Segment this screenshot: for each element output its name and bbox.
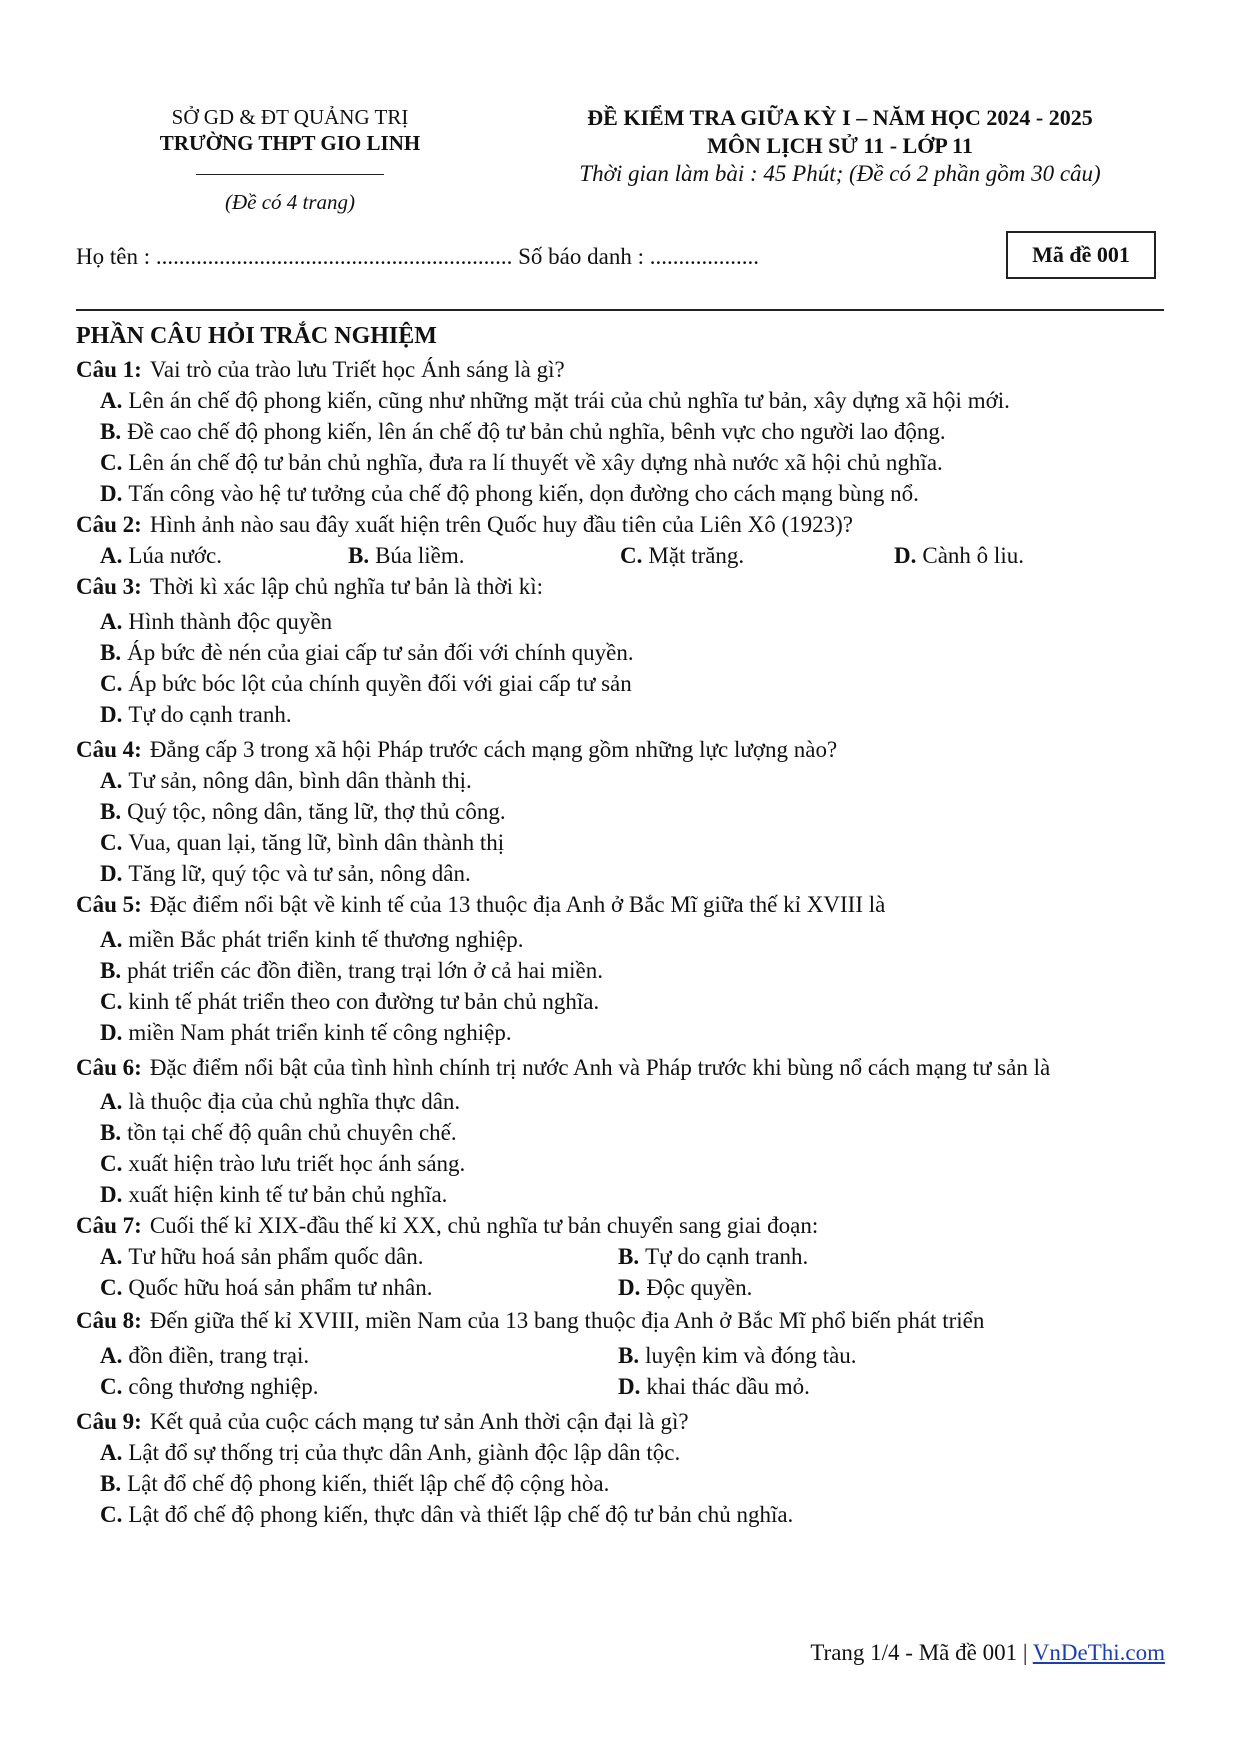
option-text: Tự do cạnh tranh. <box>645 1244 809 1269</box>
option-a[interactable] <box>76 606 1166 637</box>
option-c[interactable] <box>76 1148 1166 1179</box>
question-number: Câu 3: <box>76 574 142 599</box>
option-letter: D. <box>618 1275 641 1300</box>
option-text: kinh tế phát triển theo con đường tư bản chủ nghĩa. <box>128 989 600 1014</box>
option-text: Tấn công vào hệ tư tưởng của chế độ phong kiến, dọn đường cho cách mạng bùng nổ. <box>128 481 919 506</box>
question-1 <box>76 354 1166 385</box>
option-letter: A. <box>100 927 123 952</box>
id-field[interactable]: ................... <box>649 244 759 269</box>
option-a[interactable] <box>76 1086 1166 1117</box>
question-number: Câu 1: <box>76 357 142 382</box>
question-text: Kết quả của cuộc cách mạng tư sản Anh thời cận đại là gì? <box>149 1409 689 1434</box>
question-4 <box>76 734 1166 765</box>
question-6 <box>76 1050 1166 1086</box>
option-letter: D. <box>100 702 123 727</box>
option-letter: C. <box>100 1374 123 1399</box>
option-c[interactable] <box>76 668 1166 699</box>
option-letter: D. <box>894 543 917 568</box>
option-text: công thương nghiệp. <box>128 1374 319 1399</box>
option-text: luyện kim và đóng tàu. <box>645 1343 857 1368</box>
option-a[interactable] <box>76 1437 1166 1468</box>
option-c[interactable] <box>76 827 1166 858</box>
option-letter: C. <box>100 989 123 1014</box>
option-text: Quý tộc, nông dân, tăng lữ, thợ thủ công. <box>127 799 506 824</box>
option-row <box>76 1241 1166 1272</box>
question-number: Câu 5: <box>76 892 142 917</box>
option-letter: A. <box>100 768 123 793</box>
question-text: Hình ảnh nào sau đây xuất hiện trên Quốc huy đầu tiên của Liên Xô (1923)? <box>149 512 854 537</box>
name-field[interactable]: .............................................................. <box>155 244 513 269</box>
question-text: Đặc điểm nổi bật của tình hình chính trị nước Anh và Pháp trước khi bùng nổ cách mạng tư sản là <box>149 1055 1051 1080</box>
option-b[interactable] <box>76 1117 1166 1148</box>
question-text: Vai trò của trào lưu Triết học Ánh sáng là gì? <box>149 357 565 382</box>
option-letter: D. <box>100 1182 123 1207</box>
option-a[interactable] <box>76 924 1166 955</box>
option-letter: B. <box>348 543 370 568</box>
option-text: Lên án chế độ tư bản chủ nghĩa, đưa ra lí thuyết về xây dựng nhà nước xã hội chủ nghĩa. <box>128 450 943 475</box>
exam-header <box>520 104 1160 188</box>
option-letter: D. <box>100 861 123 886</box>
time-note: Thời gian làm bài : 45 Phút; (Đề có 2 phần gồm 30 câu) <box>579 161 1101 186</box>
option-b[interactable] <box>76 955 1166 986</box>
option-c[interactable] <box>620 540 894 571</box>
option-letter: C. <box>100 830 123 855</box>
exam-title: ĐỀ KIỂM TRA GIỮA KỲ I – NĂM HỌC 2024 - 2025 <box>587 105 1093 130</box>
option-text: Đề cao chế độ phong kiến, lên án chế độ tư bản chủ nghĩa, bênh vực cho người lao động. <box>127 419 946 444</box>
option-text: tồn tại chế độ quân chủ chuyên chế. <box>127 1120 457 1145</box>
option-a[interactable] <box>100 1340 618 1371</box>
option-letter: B. <box>100 640 122 665</box>
question-number: Câu 7: <box>76 1213 142 1238</box>
option-b[interactable] <box>76 796 1166 827</box>
option-d[interactable] <box>618 1371 810 1402</box>
option-d[interactable] <box>76 858 1166 889</box>
name-label: Họ tên : <box>76 244 156 269</box>
option-text: đồn điền, trang trại. <box>128 1343 310 1368</box>
option-letter: A. <box>100 1089 123 1114</box>
option-b[interactable] <box>618 1340 857 1371</box>
option-b[interactable] <box>76 637 1166 668</box>
question-number: Câu 8: <box>76 1308 142 1333</box>
exam-content <box>76 318 1166 1530</box>
option-text: Áp bức đè nén của giai cấp tư sản đối với chính quyền. <box>127 640 634 665</box>
option-text: Quốc hữu hoá sản phẩm tư nhân. <box>128 1275 433 1300</box>
option-row <box>76 540 1166 571</box>
option-d[interactable] <box>894 540 1024 571</box>
header-divider <box>196 174 384 175</box>
question-number: Câu 6: <box>76 1055 142 1080</box>
option-text: xuất hiện kinh tế tư bản chủ nghĩa. <box>128 1182 448 1207</box>
question-3 <box>76 571 1166 602</box>
department-name: SỞ GD & ĐT QUẢNG TRỊ <box>171 105 409 129</box>
option-c[interactable] <box>100 1371 618 1402</box>
option-row <box>76 1371 1166 1402</box>
option-letter: B. <box>618 1244 640 1269</box>
option-letter: B. <box>100 799 122 824</box>
section-title: PHẦN CÂU HỎI TRẮC NGHIỆM <box>76 323 437 349</box>
question-text: Cuối thế kỉ XIX-đầu thế kỉ XX, chủ nghĩa tư bản chuyển sang giai đoạn: <box>149 1213 819 1238</box>
option-c[interactable] <box>76 986 1166 1017</box>
header-rule <box>76 309 1164 311</box>
option-d[interactable] <box>76 699 1166 730</box>
question-5 <box>76 889 1166 920</box>
option-a[interactable] <box>76 385 1166 416</box>
page-number: Trang 1/4 - Mã đề 001 | <box>810 1640 1033 1665</box>
option-d[interactable] <box>76 1017 1166 1048</box>
exam-subject: MÔN LỊCH SỬ 11 - LỚP 11 <box>707 133 973 158</box>
exam-code: Mã đề 001 <box>1032 242 1130 267</box>
option-text: miền Nam phát triển kinh tế công nghiệp. <box>128 1020 512 1045</box>
option-letter: B. <box>100 1471 122 1496</box>
question-2 <box>76 509 1166 540</box>
option-text: Cành ô liu. <box>922 543 1024 568</box>
option-letter: C. <box>100 1502 123 1527</box>
option-text: xuất hiện trào lưu triết học ánh sáng. <box>128 1151 466 1176</box>
question-8 <box>76 1305 1166 1336</box>
question-number: Câu 4: <box>76 737 142 762</box>
option-letter: A. <box>100 1440 123 1465</box>
pages-note: (Đề có 4 trang) <box>224 190 356 214</box>
option-letter: C. <box>100 450 123 475</box>
option-letter: C. <box>100 671 123 696</box>
option-text: Tư sản, nông dân, bình dân thành thị. <box>128 768 472 793</box>
option-letter: D. <box>100 481 123 506</box>
option-a[interactable] <box>76 765 1166 796</box>
option-letter: D. <box>618 1374 641 1399</box>
option-d[interactable] <box>618 1272 752 1303</box>
option-letter: A. <box>100 1244 123 1269</box>
question-text: Đẳng cấp 3 trong xã hội Pháp trước cách mạng gồm những lực lượng nào? <box>149 737 838 762</box>
option-text: Tư hữu hoá sản phẩm quốc dân. <box>128 1244 424 1269</box>
option-letter: C. <box>100 1275 123 1300</box>
option-letter: B. <box>100 958 122 983</box>
option-text: Vua, quan lại, tăng lữ, bình dân thành thị <box>128 830 505 855</box>
question-number: Câu 9: <box>76 1409 142 1434</box>
page-footer <box>810 1640 1165 1666</box>
option-letter: A. <box>100 1343 123 1368</box>
option-letter: A. <box>100 609 123 634</box>
option-text: là thuộc địa của chủ nghĩa thực dân. <box>128 1089 461 1114</box>
option-text: Lật đổ chế độ phong kiến, thực dân và thiết lập chế độ tư bản chủ nghĩa. <box>128 1502 794 1527</box>
option-a[interactable] <box>100 1241 618 1272</box>
option-text: Lật đổ sự thống trị của thực dân Anh, giành độc lập dân tộc. <box>128 1440 681 1465</box>
option-row <box>76 1340 1166 1371</box>
option-c[interactable] <box>100 1272 618 1303</box>
option-letter: A. <box>100 388 123 413</box>
question-7 <box>76 1210 1166 1241</box>
option-text: Áp bức bóc lột của chính quyền đối với giai cấp tư sản <box>128 671 632 696</box>
option-row <box>76 1272 1166 1303</box>
option-text: miền Bắc phát triển kinh tế thương nghiệp. <box>128 927 524 952</box>
option-c[interactable] <box>76 447 1166 478</box>
question-number: Câu 2: <box>76 512 142 537</box>
option-text: Tự do cạnh tranh. <box>128 702 292 727</box>
option-text: Lên án chế độ phong kiến, cũng như những mặt trái của chủ nghĩa tư bản, xây dựng xã hội mới. <box>128 388 1010 413</box>
option-b[interactable] <box>76 1468 1166 1499</box>
school-header <box>140 104 440 215</box>
school-name: TRƯỜNG THPT GIO LINH <box>159 131 421 155</box>
question-text: Đến giữa thế kỉ XVIII, miền Nam của 13 bang thuộc địa Anh ở Bắc Mĩ phổ biến phát triển <box>149 1308 985 1333</box>
option-b[interactable] <box>618 1241 808 1272</box>
id-label: Số báo danh : <box>512 244 650 269</box>
option-text: phát triển các đồn điền, trang trại lớn ở cả hai miền. <box>127 958 603 983</box>
option-text: Độc quyền. <box>646 1275 753 1300</box>
option-letter: B. <box>100 1120 122 1145</box>
option-text: Hình thành độc quyền <box>128 609 333 634</box>
student-info-line <box>76 244 759 270</box>
question-text: Đặc điểm nổi bật về kinh tế của 13 thuộc địa Anh ở Bắc Mĩ giữa thế kỉ XVIII là <box>149 892 886 917</box>
option-a[interactable] <box>100 540 348 571</box>
option-text: Tăng lữ, quý tộc và tư sản, nông dân. <box>128 861 471 886</box>
option-d[interactable] <box>76 478 1166 509</box>
option-b[interactable] <box>76 416 1166 447</box>
option-text: Búa liềm. <box>375 543 465 568</box>
option-letter: B. <box>618 1343 640 1368</box>
option-text: Lúa nước. <box>128 543 222 568</box>
option-letter: C. <box>100 1151 123 1176</box>
option-c[interactable] <box>76 1499 1166 1530</box>
question-text: Thời kì xác lập chủ nghĩa tư bản là thời kì: <box>149 574 544 599</box>
exam-code-box <box>1006 231 1156 279</box>
option-text: Lật đổ chế độ phong kiến, thiết lập chế độ cộng hòa. <box>127 1471 610 1496</box>
option-letter: B. <box>100 419 122 444</box>
site-link[interactable]: VnDeThi.com <box>1032 1640 1165 1665</box>
option-text: khai thác dầu mỏ. <box>646 1374 810 1399</box>
question-9 <box>76 1406 1166 1437</box>
option-text: Mặt trăng. <box>648 543 745 568</box>
option-b[interactable] <box>348 540 620 571</box>
option-d[interactable] <box>76 1179 1166 1210</box>
option-letter: A. <box>100 543 123 568</box>
option-letter: C. <box>620 543 643 568</box>
option-letter: D. <box>100 1020 123 1045</box>
